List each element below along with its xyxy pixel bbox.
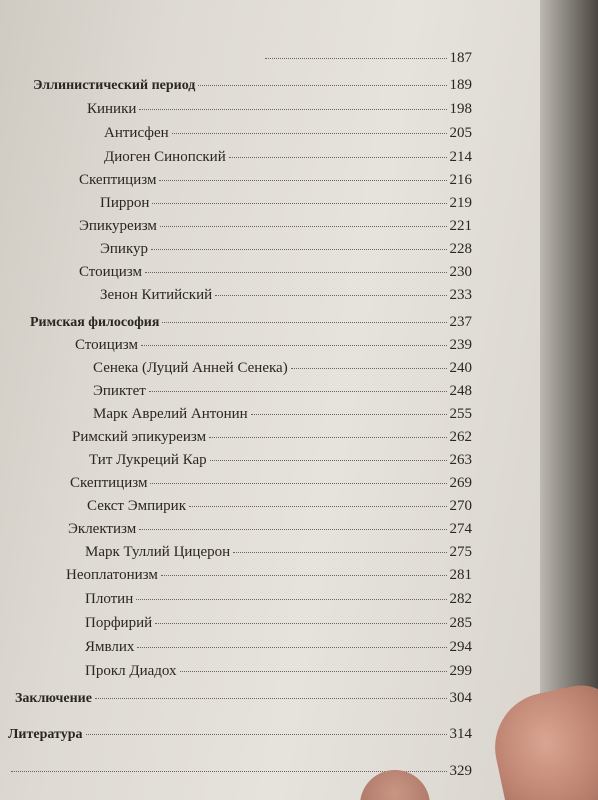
toc-entry <box>87 100 472 118</box>
toc-entry <box>68 520 472 538</box>
toc-entry <box>70 474 472 492</box>
toc-page-number: 275 <box>449 544 472 560</box>
toc-entry <box>66 566 472 584</box>
dot-leader <box>86 734 447 735</box>
toc-page-number: 299 <box>449 663 472 679</box>
dot-leader <box>265 58 447 59</box>
dot-leader <box>139 109 446 110</box>
toc-page-number: 294 <box>449 639 472 655</box>
toc-entry-label: Стоицизм <box>75 337 138 353</box>
toc-entry-label: Порфирий <box>85 615 153 631</box>
toc-page-number: 314 <box>449 726 472 742</box>
toc-entry <box>93 405 472 423</box>
toc-page-number: 269 <box>449 475 472 491</box>
toc-entry-label: Плотин <box>85 591 134 607</box>
toc-page-number: 270 <box>449 498 472 514</box>
toc-page-number: 228 <box>449 241 472 257</box>
dot-leader <box>145 272 447 273</box>
dot-leader <box>172 133 447 134</box>
toc-entry-label: Сенека (Луций Анней Сенека) <box>93 360 288 376</box>
toc-entry-label: Киники <box>87 101 137 117</box>
toc-page-number: 198 <box>449 101 472 117</box>
toc-entry-label: Неоплатонизм <box>66 567 158 583</box>
dot-leader <box>139 529 446 530</box>
dot-leader <box>151 249 446 250</box>
toc-entry-label: Прокл Диадох <box>85 663 177 679</box>
dot-leader <box>251 414 447 415</box>
dot-leader <box>229 157 447 158</box>
toc-entry <box>85 590 472 608</box>
toc-section-entry <box>8 725 472 744</box>
toc-page-number: 329 <box>449 763 472 779</box>
toc-page-number: 262 <box>449 429 472 445</box>
toc-entry-label: Римская философия <box>30 315 160 330</box>
toc-page-number: 240 <box>449 360 472 376</box>
toc-page-number: 216 <box>449 172 472 188</box>
toc-entry-label: Эпикуреизм <box>79 218 157 234</box>
dot-leader <box>160 226 447 227</box>
toc-entry-label: Стоицизм <box>79 264 142 280</box>
toc-entry <box>262 49 472 67</box>
toc-entry <box>87 497 472 515</box>
dot-leader <box>210 460 447 461</box>
toc-entry-label: Пиррон <box>100 195 150 211</box>
toc-section-entry <box>30 313 472 332</box>
dot-leader <box>95 698 447 699</box>
dot-leader <box>198 85 446 86</box>
dot-leader <box>149 391 447 392</box>
toc-entry <box>79 263 472 281</box>
toc-entry-label: Заключение <box>15 691 92 706</box>
toc-entry <box>93 359 472 377</box>
toc-page-number: 230 <box>449 264 472 280</box>
toc-entry <box>85 614 472 632</box>
toc-entry <box>85 638 472 656</box>
toc-page-number: 237 <box>449 314 472 330</box>
toc-entry <box>100 240 472 258</box>
dot-leader <box>162 322 446 323</box>
toc-entry <box>100 194 472 212</box>
toc-entry-label: Ямвлих <box>85 639 135 655</box>
toc-entry <box>85 543 472 561</box>
dot-leader <box>137 647 446 648</box>
toc-entry <box>85 662 472 680</box>
toc-page-number: 187 <box>449 50 472 66</box>
toc-entry <box>75 336 472 354</box>
toc-entry-label: Эклектизм <box>68 521 137 537</box>
toc-entry-label: Литература <box>8 727 83 742</box>
toc-entry-label: Диоген Синопский <box>104 149 226 165</box>
toc-page-number: 221 <box>449 218 472 234</box>
dot-leader <box>161 575 447 576</box>
page-edge-shadow <box>540 0 598 800</box>
toc-entry-label: Антисфен <box>104 125 169 141</box>
toc-page-number: 304 <box>449 690 472 706</box>
toc-page-number: 239 <box>449 337 472 353</box>
dot-leader <box>159 180 446 181</box>
dot-leader <box>291 368 447 369</box>
dot-leader <box>209 437 446 438</box>
dot-leader <box>233 552 446 553</box>
toc-entry <box>104 124 472 142</box>
toc-entry <box>89 451 472 469</box>
toc-page-number: 189 <box>449 77 472 93</box>
toc-entry <box>72 428 472 446</box>
toc-entry <box>104 148 472 166</box>
toc-entry <box>93 382 472 400</box>
toc-entry-label: Эпикур <box>100 241 149 257</box>
toc-entry-label: Эпиктет <box>93 383 146 399</box>
toc-entry-label: Тит Лукреций Кар <box>89 452 207 468</box>
dot-leader <box>150 483 446 484</box>
toc-entry <box>100 286 472 304</box>
dot-leader <box>155 623 446 624</box>
toc-section-entry <box>33 76 472 95</box>
toc-entry-label: Секст Эмпирик <box>87 498 186 514</box>
toc-page-number: 248 <box>449 383 472 399</box>
toc-page-number: 281 <box>449 567 472 583</box>
toc-page-number: 274 <box>449 521 472 537</box>
dot-leader <box>215 295 446 296</box>
toc-page-number: 263 <box>449 452 472 468</box>
toc-entry-label: Марк Аврелий Антонин <box>93 406 248 422</box>
toc-page-number: 205 <box>449 125 472 141</box>
toc-entry <box>79 217 472 235</box>
toc-page-number: 282 <box>449 591 472 607</box>
dot-leader <box>152 203 446 204</box>
dot-leader <box>141 345 447 346</box>
toc-entry <box>79 171 472 189</box>
dot-leader <box>180 671 447 672</box>
toc-page-number: 214 <box>449 149 472 165</box>
toc-entry-label: Скептицизм <box>70 475 148 491</box>
toc-page-number: 219 <box>449 195 472 211</box>
dot-leader <box>136 599 446 600</box>
toc-page-number: 255 <box>449 406 472 422</box>
dot-leader <box>189 506 447 507</box>
toc-entry-label: Марк Туллий Цицерон <box>85 544 231 560</box>
toc-entry-label: Эллинистический период <box>33 78 196 93</box>
toc-page-number: 285 <box>449 615 472 631</box>
toc-entry-label: Скептицизм <box>79 172 157 188</box>
toc-entry-label: Зенон Китийский <box>100 287 213 303</box>
toc-page-number: 233 <box>449 287 472 303</box>
toc-section-entry <box>15 689 472 708</box>
toc-entry-label: Римский эпикуреизм <box>72 429 207 445</box>
